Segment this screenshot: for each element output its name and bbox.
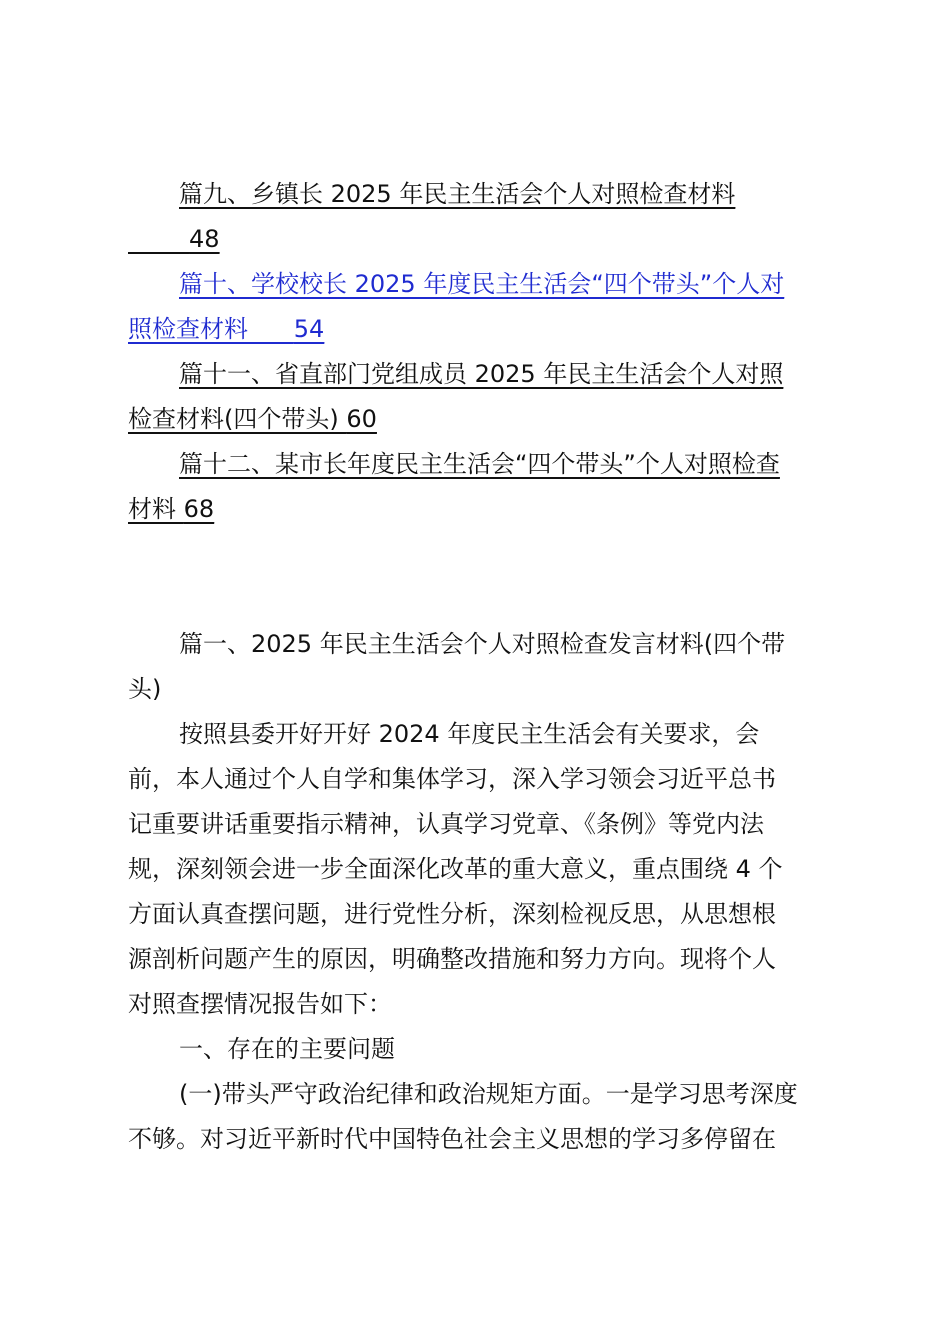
toc-page-number: 68 — [183, 495, 215, 523]
paragraph-line: 按照县委开好开好 2024 年度民主生活会有关要求，会 — [179, 720, 760, 748]
paragraph-line: 方面认真查摆问题，进行党性分析，深刻检视反思，从思想根 — [128, 900, 776, 928]
toc-page-number: 48 — [189, 225, 220, 253]
section-title-line: 头) — [128, 675, 162, 703]
section-title-line: 篇一、2025 年民主生活会个人对照检查发言材料(四个带 — [179, 630, 786, 658]
toc-entry-title: 篇十二、某市长年度民主生活会“四个带头”个人对照检查 — [179, 450, 780, 478]
paragraph-line: 不够。对习近平新时代中国特色社会主义思想的学习多停留在 — [128, 1125, 776, 1153]
spacer — [128, 532, 818, 622]
toc-entry-10[interactable] — [128, 262, 818, 352]
toc-entry-title: 篇九、乡镇长 2025 年民主生活会个人对照检查材料 — [179, 180, 736, 208]
body-paragraph — [128, 712, 818, 1027]
toc-entry-title: 篇十一、省直部门党组成员 2025 年民主生活会个人对照 — [179, 360, 784, 388]
toc-entry-9[interactable] — [128, 172, 818, 262]
paragraph-line: 规，深刻领会进一步全面深化改革的重大意义，重点围绕 4 个 — [128, 855, 783, 883]
paragraph-line: 前，本人通过个人自学和集体学习，深入学习领会习近平总书 — [128, 765, 776, 793]
document-page — [128, 172, 818, 1162]
toc-page-number: 60 — [346, 405, 377, 433]
paragraph-line: 对照查摆情况报告如下： — [128, 990, 392, 1018]
paragraph-line: 记重要讲话重要指示精神，认真学习党章、《条例》等党内法 — [128, 810, 764, 838]
paragraph-line: (一)带头严守政治纪律和政治规矩方面。一是学习思考深度 — [179, 1080, 798, 1108]
toc-entry-title-continued: 检查材料(四个带头) — [128, 405, 347, 433]
section-heading: 一、存在的主要问题 — [179, 1035, 395, 1063]
toc-entry-11[interactable] — [128, 352, 818, 442]
toc-entry-12[interactable] — [128, 442, 818, 532]
body-paragraph — [128, 1072, 818, 1162]
toc-page-number: 54 — [293, 315, 325, 343]
toc-entry-leader — [128, 225, 189, 253]
toc-entry-title-continued: 照检查材料 — [128, 315, 294, 343]
toc-entry-title-continued: 材料 — [128, 495, 184, 523]
toc-entry-title: 篇十、学校校长 2025 年度民主生活会“四个带头”个人对 — [179, 270, 785, 298]
section-title — [128, 622, 818, 712]
paragraph-line: 源剖析问题产生的原因，明确整改措施和努力方向。现将个人 — [128, 945, 776, 973]
